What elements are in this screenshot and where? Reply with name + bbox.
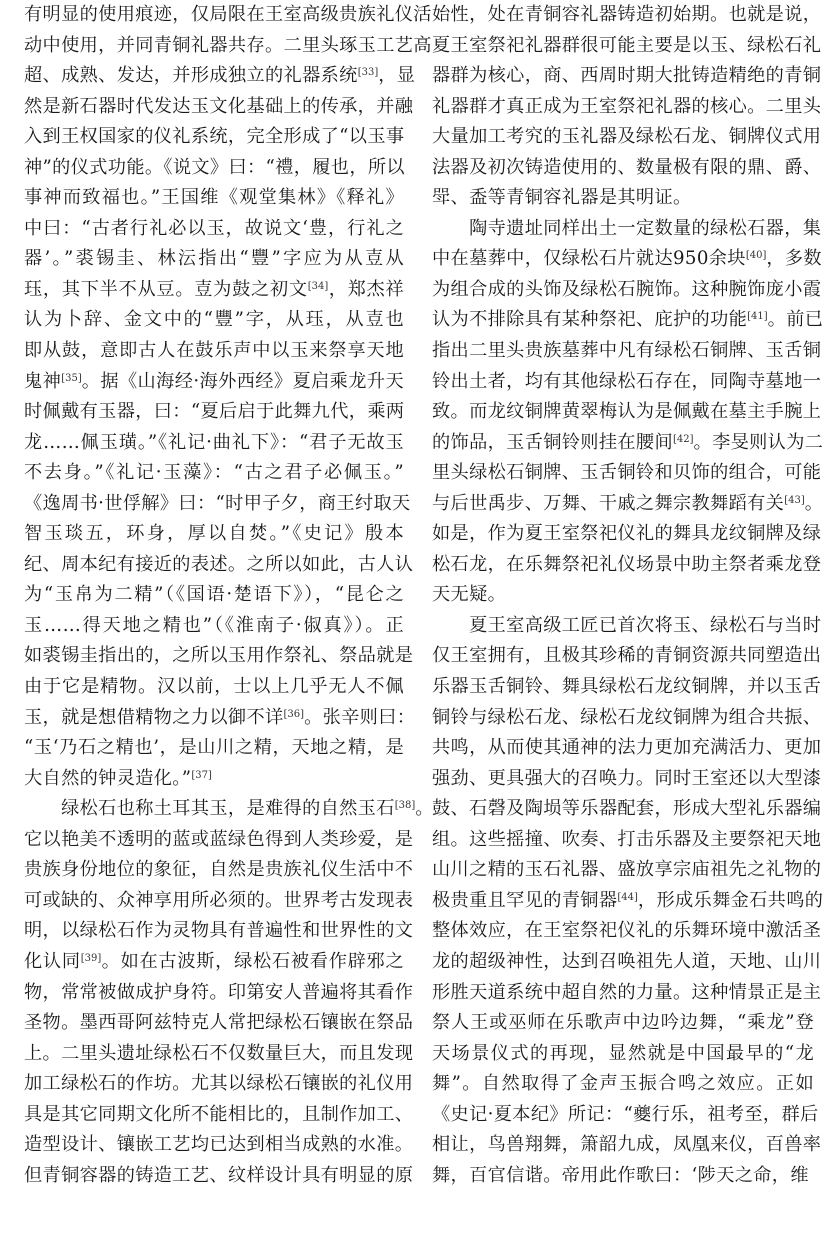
text-line: 《史记·夏本纪》所记：“夔行乐，祖考至，群后 (432, 1103, 819, 1125)
text-line: 动中使用，并同青铜礼器共存。二里头琢玉工艺高 (24, 34, 432, 56)
text-line: 夏王室祭祀礼器群很可能主要是以玉、绿松石礼 (432, 34, 822, 56)
text-line: 但青铜容器的铸造工艺、纹样设计具有明显的原 (24, 1164, 414, 1186)
text-line: 珏，其下半不从豆。壴为鼓之初文[34]，郑杰祥 (24, 278, 404, 300)
citation-ref: [40] (745, 250, 767, 262)
text-line: 化认同[39]。如在古波斯，绿松石被看作辟邪之 (24, 950, 404, 972)
text-line: 法器及初次铸造使用的、数量极有限的鼎、爵、 (432, 156, 822, 178)
text-line: 致。而龙纹铜牌黄翠梅认为是佩戴在墓主手腕上 (432, 401, 822, 423)
text-line: 强劲、更具强大的召唤力。同时王室还以大型漆 (432, 767, 822, 789)
text-line: 极贵重且罕见的青铜器[44]，形成乐舞金石共鸣的 (432, 889, 824, 911)
text-line: 共鸣，从而使其通神的法力更加充满活力、更加 (432, 737, 822, 759)
text-line: 与后世禹步、万舞、干戚之舞宗教舞蹈有关[43]。 (432, 492, 824, 514)
text-line: 斝、盉等青铜容礼器是其明证。 (432, 187, 692, 209)
text-line: 乐器玉舌铜铃、舞具绿松石龙纹铜牌，并以玉舌 (432, 676, 822, 698)
text-line: 舞，百官信谐。帝用此作歌曰：‘陟天之命，维 (432, 1164, 809, 1186)
text-line: 始性，处在青铜容礼器铸造初始期。也就是说， (432, 4, 822, 25)
text-line: 为“玉帛为二精”（《国语·楚语下》），“昆仑之 (24, 584, 404, 606)
text-line: 相让，鸟兽翔舞，箫韶九成，凤凰来仪，百兽率 (432, 1134, 822, 1156)
text-line: 铃出土者，均有其他绿松石存在，同陶寺墓地一 (432, 370, 822, 392)
text-line: 龙的超级神性，达到召唤祖先人道，天地、山川 (432, 950, 822, 972)
text-line: 加工绿松石的作坊。尤其以绿松石镶嵌的礼仪用 (24, 1073, 414, 1095)
citation-ref: [44] (617, 891, 638, 903)
text-line: 器’。”裘锡圭、林沄指出“豐”字应为从壴从 (24, 248, 404, 270)
text-line: 智玉琰五，环身，厚以自焚。”《史记》殷本 (24, 523, 404, 545)
text-line: 夏王室高级工匠已首次将玉、绿松石与当时 (432, 614, 822, 636)
citation-ref: [33] (357, 67, 379, 79)
text-line: 天场景仪式的再现，显然就是中国最早的“龙 (432, 1042, 814, 1064)
text-line: 认为不排除具有某种祭祀、庇护的功能[41]。前已 (432, 309, 824, 331)
citation-ref: [35] (61, 372, 82, 384)
text-line: 造型设计、镶嵌工艺均已达到相当成熟的水准。 (24, 1134, 414, 1156)
citation-ref: [42] (673, 433, 694, 445)
text-line: 祭人王或巫师在乐歌声中边吟边舞，“乘龙”登 (432, 1012, 814, 1034)
text-line: 仅王室拥有，且极其珍稀的青铜资源共同塑造出 (432, 645, 822, 667)
text-line: 指出二里头贵族墓葬中凡有绿松石铜牌、玉舌铜 (432, 340, 822, 362)
text-line: 认为卜辞、金文中的“豐”字，从珏，从壴也 (24, 309, 404, 331)
text-line: 玉……得天地之精也”（《淮南子·俶真》）。正 (24, 614, 404, 636)
citation-ref: [36] (283, 708, 305, 720)
text-line: 上。二里头遗址绿松石不仅数量巨大，而且发现 (24, 1042, 414, 1064)
text-line: 绿松石也称土耳其玉，是难得的自然玉石[38]。 (24, 798, 434, 820)
text-line: 铜铃与绿松石龙、绿松石龙纹铜牌为组合共振、 (432, 706, 822, 728)
text-line: 如是，作为夏王室祭祀仪礼的舞具龙纹铜牌及绿 (432, 523, 822, 545)
text-line: 龙……佩玉璜。”《礼记·曲礼下》：“君子无故玉 (24, 431, 404, 453)
text-line: 物，常常被做成护身符。印第安人普遍将其看作 (24, 981, 414, 1003)
citation-ref: [34] (307, 280, 329, 292)
text-line: 器群为核心，商、西周时期大批铸造精绝的青铜 (432, 65, 822, 87)
text-line: 鬼神[35]。据《山海经·海外西经》夏启乘龙升天 (24, 370, 404, 392)
text-line: 礼器群才真正成为王室祭祀礼器的核心。二里头 (432, 95, 822, 117)
text-line: 由于它是精物。汉以前，士以上几乎无人不佩 (24, 676, 404, 698)
text-line: 里头绿松石铜牌、玉舌铜铃和贝饰的组合，可能 (432, 462, 822, 484)
text-line: “玉‘乃石之精也’，是山川之精，天地之精，是 (24, 737, 404, 759)
text-line: 不去身。”《礼记·玉藻》：“古之君子必佩玉。” (24, 462, 404, 484)
text-line: 陶寺遗址同样出土一定数量的绿松石器，集 (432, 217, 822, 239)
text-line: 大自然的钟灵造化。”[37] (24, 767, 212, 789)
text-line: 形胜天道系统中超自然的力量。这种情景正是主 (432, 981, 822, 1003)
citation-ref: [41] (747, 311, 768, 323)
text-line: 贵族身份地位的象征，自然是贵族礼仪生活中不 (24, 859, 414, 881)
text-line: 松石龙，在乐舞祭祀礼仪场景中助主祭者乘龙登 (432, 553, 822, 575)
citation-ref: [38] (394, 800, 416, 812)
citation-ref: [39] (80, 952, 102, 964)
citation-ref: [43] (784, 494, 805, 506)
text-line: 天无疑。 (432, 584, 507, 606)
text-line: 纪、周本纪有接近的表述。之所以如此，古人认 (24, 553, 414, 575)
text-line: 大量加工考究的玉礼器及绿松石龙、铜牌仪式用 (432, 126, 822, 148)
text-line: 中在墓葬中，仅绿松石片就达950余块[40]，多数 (432, 248, 822, 270)
text-line: 神”的仪式功能。《说文》曰：“禮，履也，所以 (24, 156, 405, 178)
left-column (24, 0, 434, 1191)
text-line: 山川之精的玉石礼器、盛放享宗庙祖先之礼物的 (432, 859, 822, 881)
text-line: 圣物。墨西哥阿兹特克人常把绿松石镶嵌在祭品 (24, 1012, 414, 1034)
text-line: 入到王权国家的仪礼系统，完全形成了“以玉事 (24, 126, 405, 148)
text-line: 可或缺的、众神享用所必须的。世界考古发现表 (24, 889, 414, 911)
text-line: 的饰品，玉舌铜铃则挂在腰间[42]。李旻则认为二 (432, 431, 824, 453)
text-line: 明，以绿松石作为灵物具有普遍性和世界性的文 (24, 920, 414, 942)
text-line: 如裘锡圭指出的，之所以玉用作祭礼、祭品就是 (24, 645, 414, 667)
text-line: 玉，就是想借精物之力以御不详[36]。张辛则曰： (24, 706, 416, 728)
text-line: 它以艳美不透明的蓝或蓝绿色得到人类珍爱，是 (24, 828, 414, 850)
text-line: 鼓、石磬及陶埙等乐器配套，形成大型礼乐器编 (432, 798, 822, 820)
text-line: 中曰：“古者行礼必以玉，故说文‘豊，行礼之 (24, 217, 404, 239)
text-line: 时佩戴有玉器，曰：“夏后启于此舞九代，乘两 (24, 401, 405, 423)
text-line: 具是其它同期文化所不能相比的，且制作加工、 (24, 1103, 414, 1125)
text-line: 为组合成的头饰及绿松石腕饰。这种腕饰庞小霞 (432, 278, 822, 300)
text-line: 整体效应，在王室祭祀仪礼的乐舞环境中激活圣 (432, 920, 822, 942)
text-line: 《逸周书·世俘解》曰：“时甲子夕，商王纣取天 (24, 492, 411, 514)
text-line: 即从鼓，意即古人在鼓乐声中以玉来祭享天地 (24, 340, 404, 362)
citation-ref: [37] (191, 769, 212, 781)
text-line: 舞”。自然取得了金声玉振合鸣之效应。正如 (432, 1073, 814, 1095)
text-line: 组。这些摇撞、吹奏、打击乐器及主要祭祀天地 (432, 828, 822, 850)
text-line: 超、成熟、发达，并形成独立的礼器系统[33]，显 (24, 65, 416, 87)
right-column (432, 0, 824, 1191)
text-line: 有明显的使用痕迹，仅局限在王室高级贵族礼仪活 (24, 4, 432, 25)
text-line: 然是新石器时代发达玉文化基础上的传承，并融 (24, 95, 414, 117)
text-line: 事神而致福也。”王国维《观堂集林》《释礼》 (24, 187, 404, 209)
